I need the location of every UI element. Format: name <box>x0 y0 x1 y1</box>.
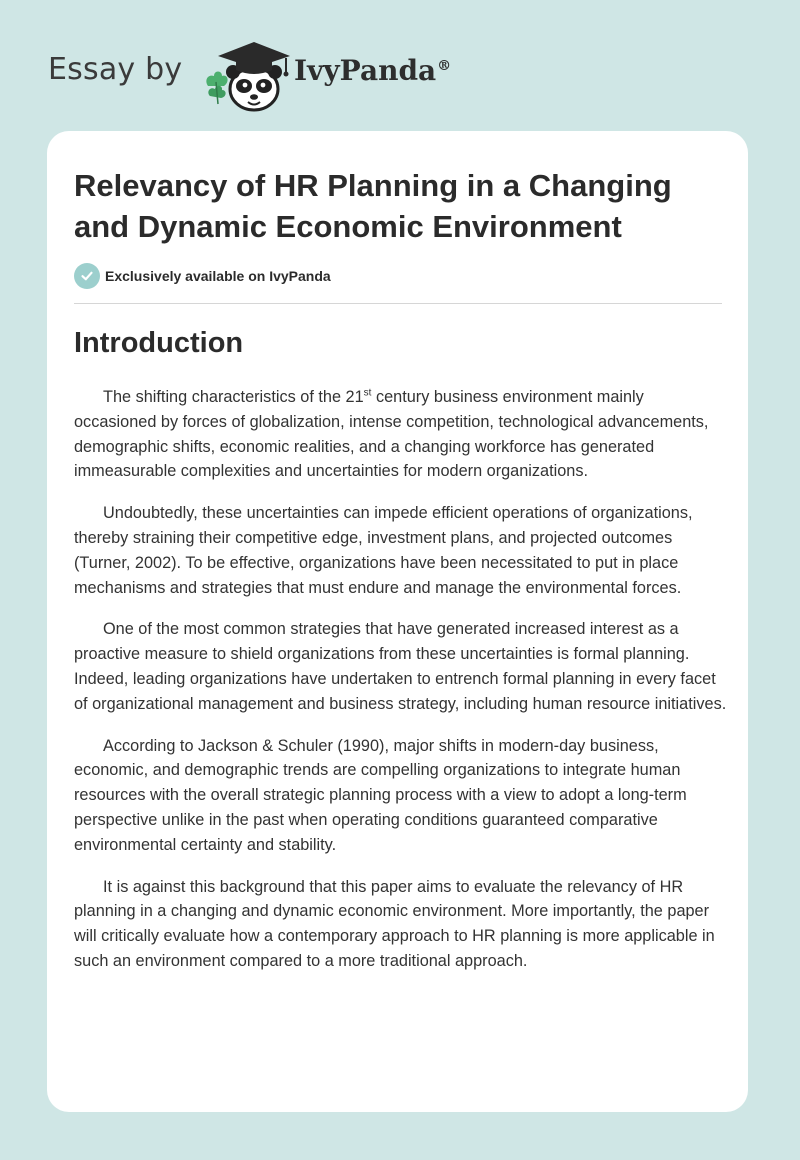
paragraph-4: According to Jackson & Schuler (1990), major shifts in modern-day business, economic, and demographic trends are compelling organizations to integrate human resources with the overall strategic planning process with a view to adopt a long-term perspective unlike in the past when operating conditions guaranteed comparative environmental certainty and stability. <box>74 736 687 854</box>
paragraph-5: It is against this background that this paper aims to evaluate the relevancy of HR planning in a changing and dynamic economic environment. More importantly, the paper will critically evaluate how a contemporary approach to HR planning is more applicable in such an environment compared to a more traditional approach. <box>74 877 715 970</box>
essay-title: Relevancy of HR Planning in a Changing and Dynamic Economic Environment <box>74 168 672 244</box>
divider <box>74 303 722 304</box>
paragraph-2: Undoubtedly, these uncertainties can impede efficient operations of organizations, thereby straining their competitive edge, investment plans, and projected outcomes (Turner, 2002). To be effective, organizations have been necessitated to put in place mechanisms and strategies that must endure and manage the environmental forces. <box>74 504 693 597</box>
essay-body <box>74 385 728 991</box>
brand-name: IvyPanda® <box>294 54 452 87</box>
brand-prefix: Essay by <box>48 52 183 87</box>
paragraph-3: One of the most common strategies that have generated increased interest as a proactive measure to shield organizations from these uncertainties is formal planning. Indeed, leading organizations have undertaken to entrench formal planning in every facet of organizational management and business strategy, including human resource initiatives. <box>74 620 727 713</box>
essay-card <box>47 131 748 1112</box>
panda-logo-icon <box>202 34 294 114</box>
section-heading: Introduction <box>74 327 244 359</box>
brand-header[interactable] <box>48 34 548 114</box>
exclusive-label: Exclusively available on IvyPanda <box>105 268 331 284</box>
checkmark-badge-icon <box>74 263 100 289</box>
paragraph-1: The shifting characteristics of the 21st century business environment mainly occasioned by forces of globalization, intense competition, technological advancements, demographic shifts, economic realities, and a changing workforce has generated immeasurable complexities and uncertainties for modern organizations. <box>74 387 709 481</box>
exclusive-badge <box>74 263 331 289</box>
